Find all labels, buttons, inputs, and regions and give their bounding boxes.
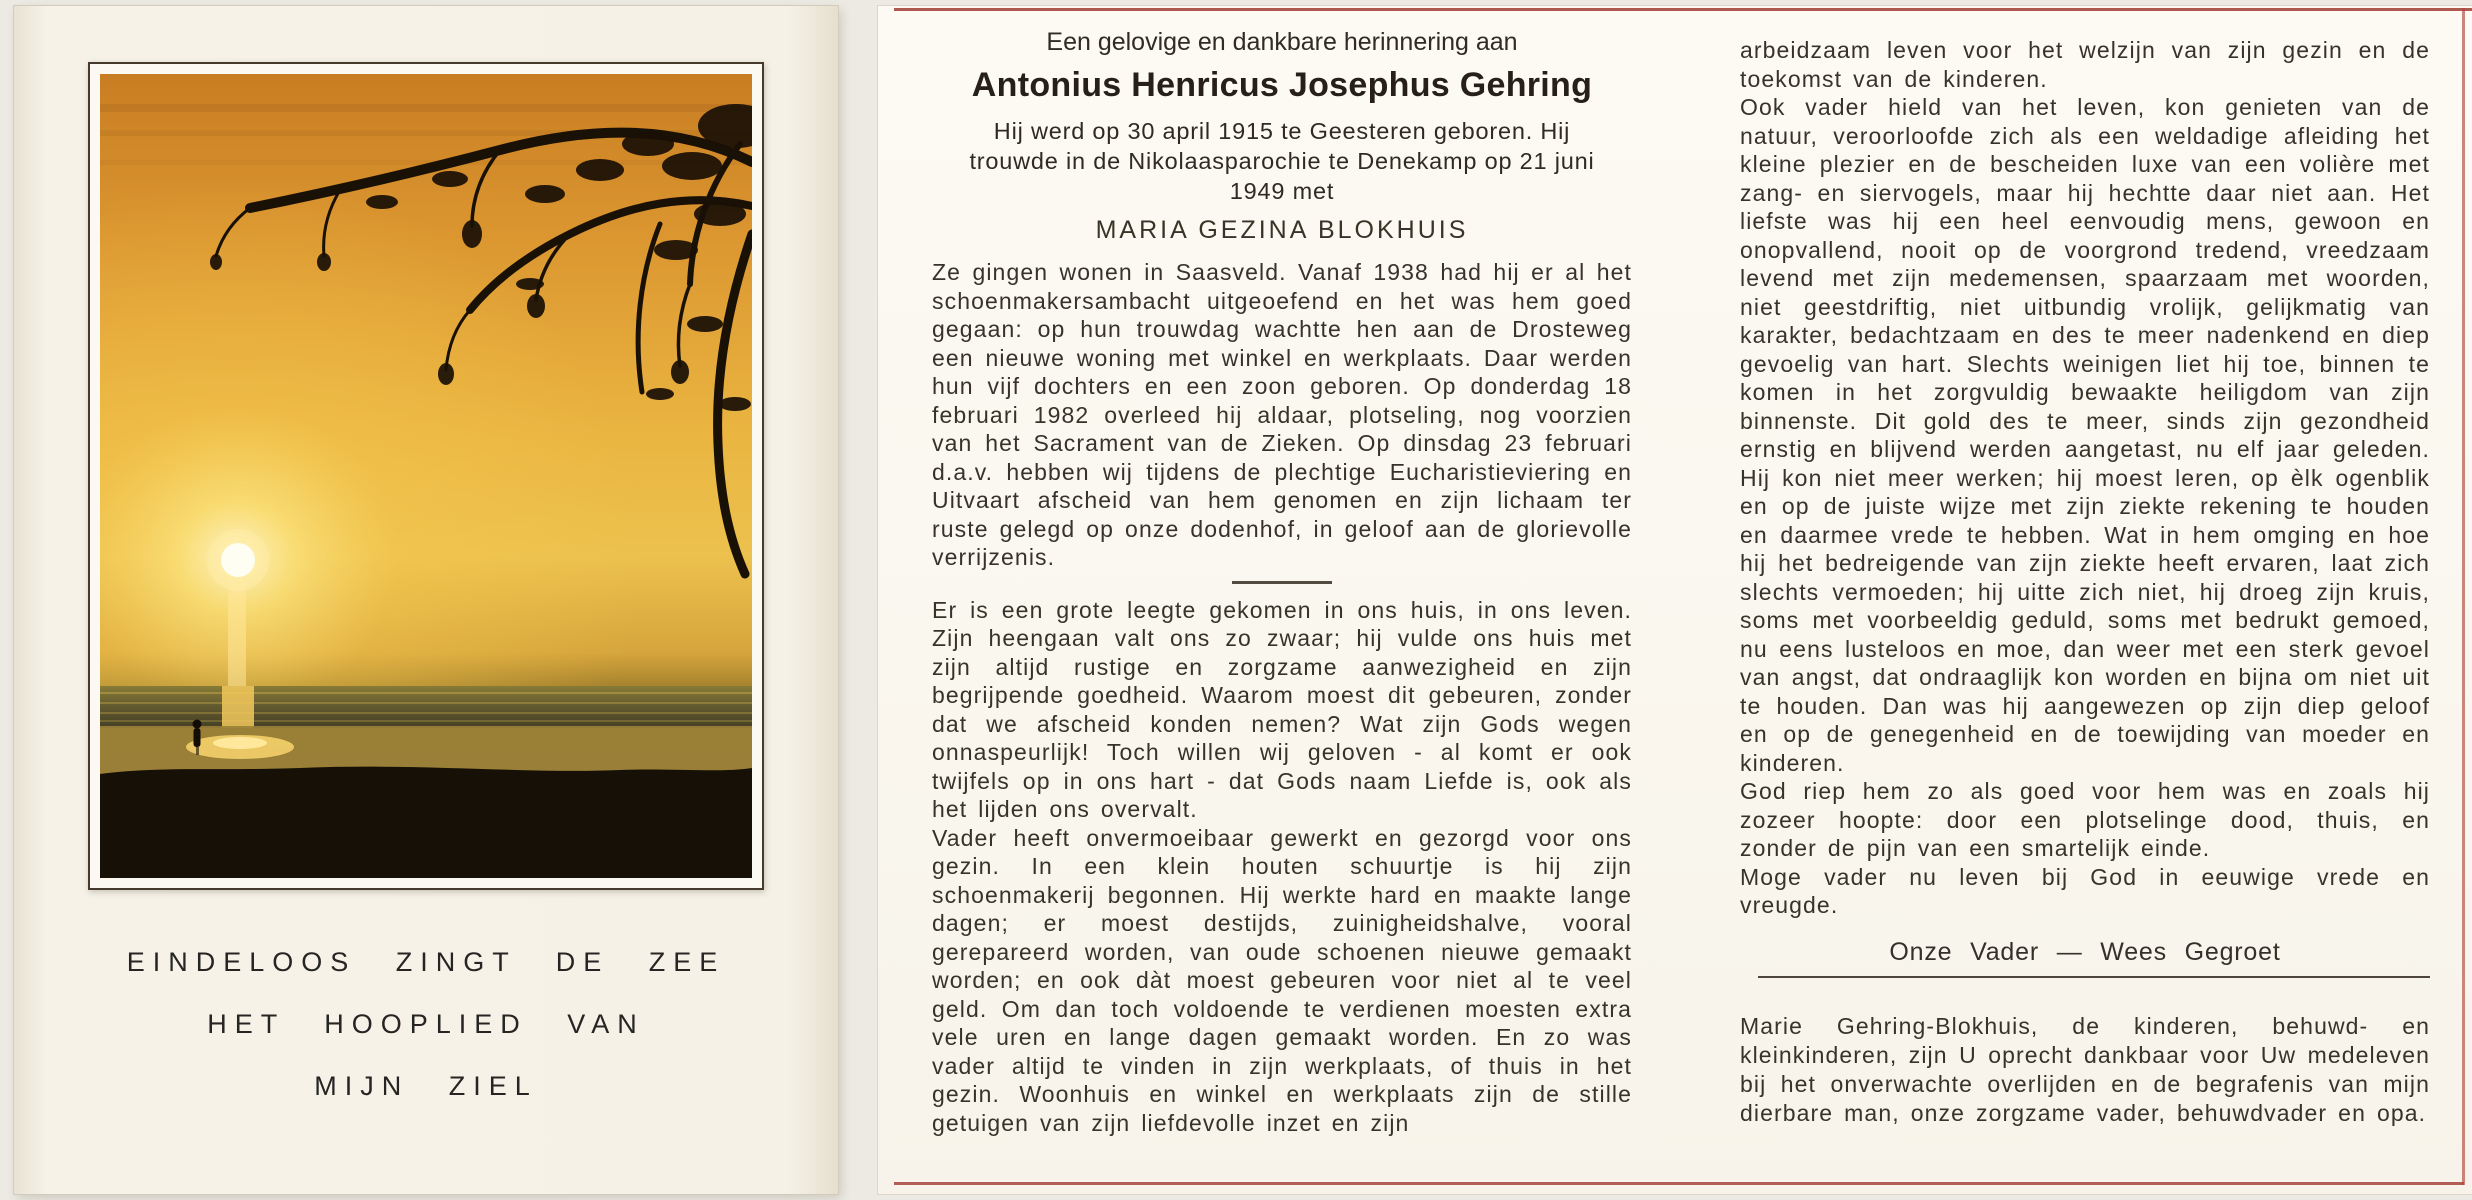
prayer-divider xyxy=(1758,976,2430,978)
memorial-paragraph: Er is een grote leegte gekomen in ons huis, in ons leven. Zijn heengaan valt ons zo zwaar; hij vulde ons huis met zijn altijd rustige en zorgzame aanwezigheid en zijn begrijpende goedheid. Waarom moest dit gebeuren, zonder dat we afscheid konden nemen? Wat zijn Gods wegen onnaspeurlijk! Toch willen wij geloven - al komt er ook twijfels op in ons hart - dat Gods naam Liefde is, ook als het lijden ons overvalt. xyxy=(932,596,1632,822)
section-divider xyxy=(1232,581,1332,584)
sunset-photo xyxy=(100,74,752,878)
memorial-paragraph: Moge vader nu leven bij God in eeuwige vrede en vreugde. xyxy=(1740,863,2430,918)
memorial-text-left xyxy=(932,258,1632,1137)
memorial-paragraph: Vader heeft onvermoeibaar gewerkt en gezorgd voor ons gezin. In een klein houten schuurtje is hij zijn schoenmakerij begonnen. Hij werkte hard en maakte lange dagen; er moest destijds, zuinigheidshalve, vooral gerepareerd worden, van oude schoenen nieuwe gemaakt worden; en ook dàt moest gebeuren voor niet al te veel geld. Om dan toch voldoende te verdienen moesten extra vele uren en lange dagen gemaakt worden. En zo was vader altijd te vinden in zijn werkplaats, of thuis in het gezin. Woonhuis en winkel en werkplaats zijn de stille getuigen van zijn liefdevolle inzet en zijn xyxy=(932,824,1632,1136)
front-caption xyxy=(14,944,838,1130)
spouse-name: MARIA GEZINA BLOKHUIS xyxy=(1095,216,1469,244)
caption-line-1: EINDELOOS ZINGT DE ZEE xyxy=(126,947,726,977)
acknowledgement-paragraph: Marie Gehring-Blokhuis, de kinderen, behuwd- en kleinkinderen, zijn U oprecht dankbaar voor Uw medeleven bij het onverwachte overlijden en de begrafenis van mijn dierbare man, onze zorgzame vader, behuwdvader en opa. xyxy=(1740,1012,2430,1126)
memorial-text-right xyxy=(1740,36,2430,920)
memorial-paragraph: Ook vader hield van het leven, kon genieten van de natuur, veroorloofde zich als een weldadige afleiding het kleine plezier en de bescheiden luxe van een volière met zang- en siervogels, maar hij hechtte daar niet aan. Het liefste was hij een heel eenvoudig mens, gewoon en onopvallend, nooit op de voorgrond tredend, vreedzaam levend met zijn medemensen, spaarzaam met woorden, niet geestdriftig, niet uitbundig vrolijk, gelijkmatig van karakter, bedachtzaam en des te meer nadenkend en diep gevoelig van hart. Slechts weinigen liet hij toe, binnen te komen in het zorgvuldig bewaakte heiligdom van zijn binnenste. Dit gold des te meer, sinds zijn gezondheid ernstig en blijvend werden aangetast, nu elf jaar geleden. Hij kon niet meer werken; hij moest leren, op èlk ogenblik en op de juiste wijze met zijn ziekte rekening te houden en daarmee vrede te hebben. Wat in hem omging en hoe hij het bedreigende van zijn ziekte heeft ervaren, laat zich slechts vermoeden; hij uitte zich niet, hij droeg zijn kruis, soms met voorbeeldig geduld, soms met bedrukt gemoed, nu eens lusteloos en moe, dan weer met een sterk gevoel van angst, dat ondraaglijk kon worden en bijna om niet uit te houden. Dan was hij aangewezen op zijn diep geloof en op de genegenheid en de toewijding van moeder en kinderen. xyxy=(1740,94,2430,776)
prayer-line: Onze Vader — Wees Gegroet xyxy=(1889,937,2281,966)
dedication-line: Een gelovige en dankbare herinnering aan xyxy=(1046,28,1518,56)
photo-frame xyxy=(88,62,764,890)
caption-line-2: HET HOOPLIED VAN xyxy=(207,1009,645,1039)
inner-spread xyxy=(878,6,2472,1194)
memorial-paragraph: God riep hem zo als goed voor hem was en zoals hij zozeer hoopte: door een plotselinge dood, thuis, en zonder de pijn van een smartelijk einde. xyxy=(1740,778,2430,861)
caption-line-3: MIJN ZIEL xyxy=(314,1071,538,1101)
sunset-photo-image xyxy=(100,74,752,878)
birth-marriage-lines: Hij werd op 30 april 1915 te Geesteren geboren. Hij trouwde in de Nikolaasparochie te Denekamp op 21 juni 1949 met xyxy=(969,118,1595,204)
deceased-name: Antonius Henricus Josephus Gehring xyxy=(971,66,1593,104)
inner-right-page xyxy=(1740,36,2430,1186)
memorial-paragraph: Ze gingen wonen in Saasveld. Vanaf 1938 had hij er al het schoenmakersambacht uitgeoefend en het was hem goed gegaan: op hun trouwdag wachtte hen aan de Drosteweg een nieuwe woning met winkel en werkplaats. Daar werden hun vijf dochters en een zoon geboren. Op donderdag 18 februari 1982 overleed hij aldaar, plotseling, nog voorzien van het Sacrament van de Zieken. Op dinsdag 23 februari d.a.v. hebben wij tijdens de plechtige Eucharistieviering en Uitvaart afscheid van hem genomen en zijn lichaam ter ruste gelegd op onze dodenhof, in geloof aan de glorievolle verrijzenis. xyxy=(932,259,1632,570)
front-panel xyxy=(14,6,838,1194)
memorial-paragraph: arbeidzaam leven voor het welzijn van zijn gezin en de toekomst van de kinderen. xyxy=(1740,37,2430,92)
inner-left-page xyxy=(932,26,1632,1181)
